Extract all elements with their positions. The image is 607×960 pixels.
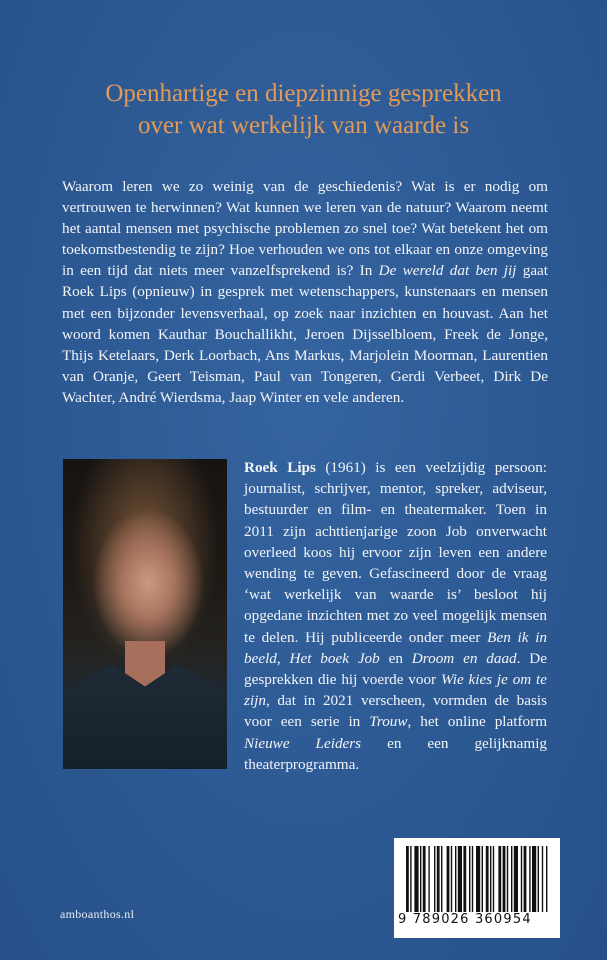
bio-text-6: , het online platform (407, 713, 548, 731)
bio-text-7: en een gelijknamig theaterprogramma. (244, 734, 548, 773)
bio-platform: Nieuwe Leiders (244, 734, 362, 752)
author-bio (244, 457, 547, 775)
bio-book-4: Wie kies je om te zijn (244, 671, 548, 710)
headline (40, 78, 567, 142)
author-photo (63, 459, 227, 769)
bio-book-1: Ben ik in beeld (244, 628, 548, 667)
headline-line-1: Openhartige en diepzinnige gesprekken (105, 80, 502, 107)
bio-text-1: (1961) is een veelzijdig persoon: journalist, schrijver, mentor, spreker, adviseur, bestuurder en film- en theatermaker. Toen in 2011 zijn achttienjarige zoon Job onverwacht overleed koos hij ervoor zijn leven een andere wending te geven. Gefascineerd door de vraag ‘wat werkelijk van waarde is’ besloot hij opgedane inzichten met zo veel mogelijk mensen te delen. Hij publiceerde onder meer (244, 459, 548, 646)
intro-book-title: De wereld dat ben jij (378, 262, 517, 280)
isbn-barcode (394, 838, 560, 938)
bio-text-3: en (388, 649, 403, 667)
bio-text-5: , dat in 2021 verscheen, vormden de basis voor een serie in (244, 692, 547, 731)
headline-line-2: over wat werkelijk van waarde is (137, 112, 470, 139)
barcode-bars (404, 846, 550, 912)
author-name: Roek Lips (244, 459, 316, 476)
bio-text-2: , (276, 649, 281, 667)
intro-paragraph (62, 176, 548, 408)
publisher-website: amboanthos.nl (60, 907, 135, 921)
bio-book-3: Droom en daad (411, 649, 517, 667)
bio-book-2: Het boek Job (289, 649, 380, 667)
intro-text-1: Waarom leren we zo weinig van de geschiedenis? Wat is er nodig om vertrouwen te herwinnen? Wat kunnen we leren van de natuur? Waarom neemt het aantal mensen met psychische problemen zo snel toe? Wat betekent het om toekomstbestendig te zijn? Hoe verhouden we ons tot elkaar en onze omgeving in een tijd dat niets meer vanzelfsprekend is? In (62, 178, 548, 280)
intro-text-2: gaat Roek Lips (opnieuw) in gesprek met wetenschappers, kunstenaars en mensen met een bijzonder levensverhaal, op zoek naar inzichten en houvast. Aan het woord komen Kauthar Bouchallikht, Jeroen Dijsselbloem, Freek de Jonge, Thijs Ketelaars, Derk Loorbach, Ans Markus, Marjolein Moorman, Laurentien van Oranje, Geert Teisman, Paul van Tongeren, Gerdi Verbeet, Dirk De Wachter, André Wierdsma, Jaap Winter en vele anderen. (62, 262, 549, 406)
bio-newspaper: Trouw (369, 713, 408, 731)
isbn-number: 9 789026 360954 (398, 912, 532, 927)
bio-text-4: . De gesprekken die hij voerde voor (244, 649, 548, 689)
